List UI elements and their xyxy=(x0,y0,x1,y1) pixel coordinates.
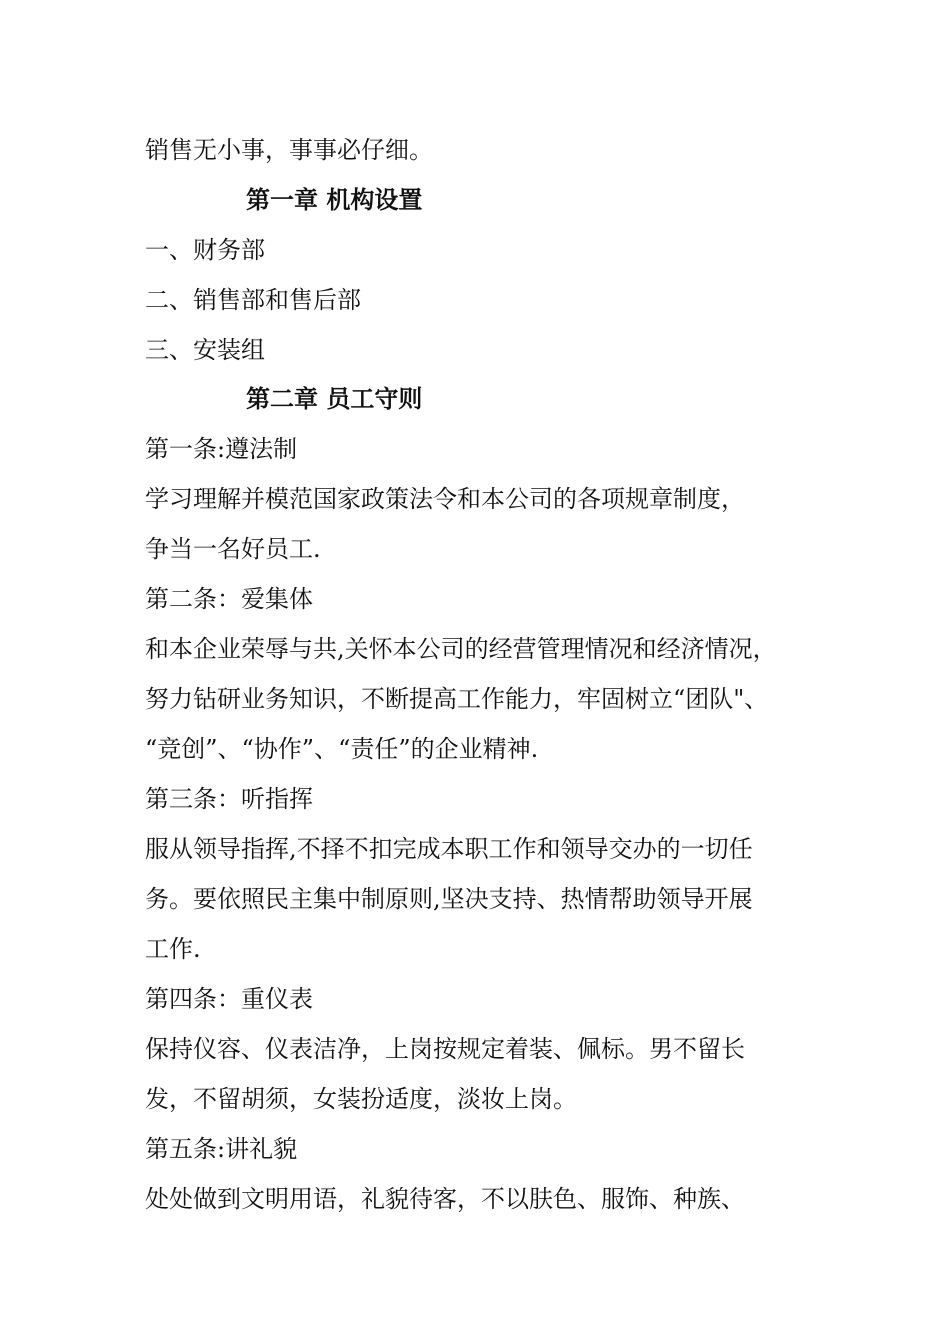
article-2-line-1: 和本企业荣辱与共,关怀本公司的经营管理情况和经济情况， xyxy=(145,635,777,663)
article-5-line-1: 处处做到文明用语，礼貌待客，不以肤色、服饰、种族、 xyxy=(145,1185,745,1213)
intro-line: 销售无小事，事事必仔细。 xyxy=(145,136,433,164)
chapter-1-item-2: 二、销售部和售后部 xyxy=(145,286,361,314)
article-4-line-2: 发，不留胡须，女装扮适度，淡妆上岗。 xyxy=(145,1085,577,1113)
article-3-line-1: 服从领导指挥,不择不扣完成本职工作和领导交办的一切任 xyxy=(145,835,753,863)
article-1-line-2: 争当一名好员工. xyxy=(145,535,321,563)
article-2-line-3: “竞创”、“协作”、“责任”的企业精神. xyxy=(145,735,539,763)
chapter-2-title: 第二章 员工守则 xyxy=(246,384,423,413)
chapter-1-item-1: 一、财务部 xyxy=(145,236,265,264)
chapter-1-title: 第一章 机构设置 xyxy=(246,185,423,214)
article-1-line-1: 学习理解并模范国家政策法令和本公司的各项规章制度， xyxy=(145,485,745,513)
article-1-heading: 第一条:遵法制 xyxy=(145,435,298,463)
article-2-line-2: 努力钻研业务知识，不断提高工作能力，牢固树立“团队"、 xyxy=(145,685,769,713)
chapter-1-item-3: 三、安装组 xyxy=(145,336,265,364)
article-5-heading: 第五条:讲礼貌 xyxy=(145,1135,298,1163)
article-4-heading: 第四条：重仪表 xyxy=(145,985,313,1013)
article-4-line-1: 保持仪容、仪表洁净，上岗按规定着装、佩标。男不留长 xyxy=(145,1035,745,1063)
article-3-line-2: 务。要依照民主集中制原则,坚决支持、热情帮助领导开展 xyxy=(145,885,753,913)
article-2-heading: 第二条：爱集体 xyxy=(145,585,313,613)
article-3-line-3: 工作. xyxy=(145,935,201,963)
article-3-heading: 第三条：听指挥 xyxy=(145,785,313,813)
